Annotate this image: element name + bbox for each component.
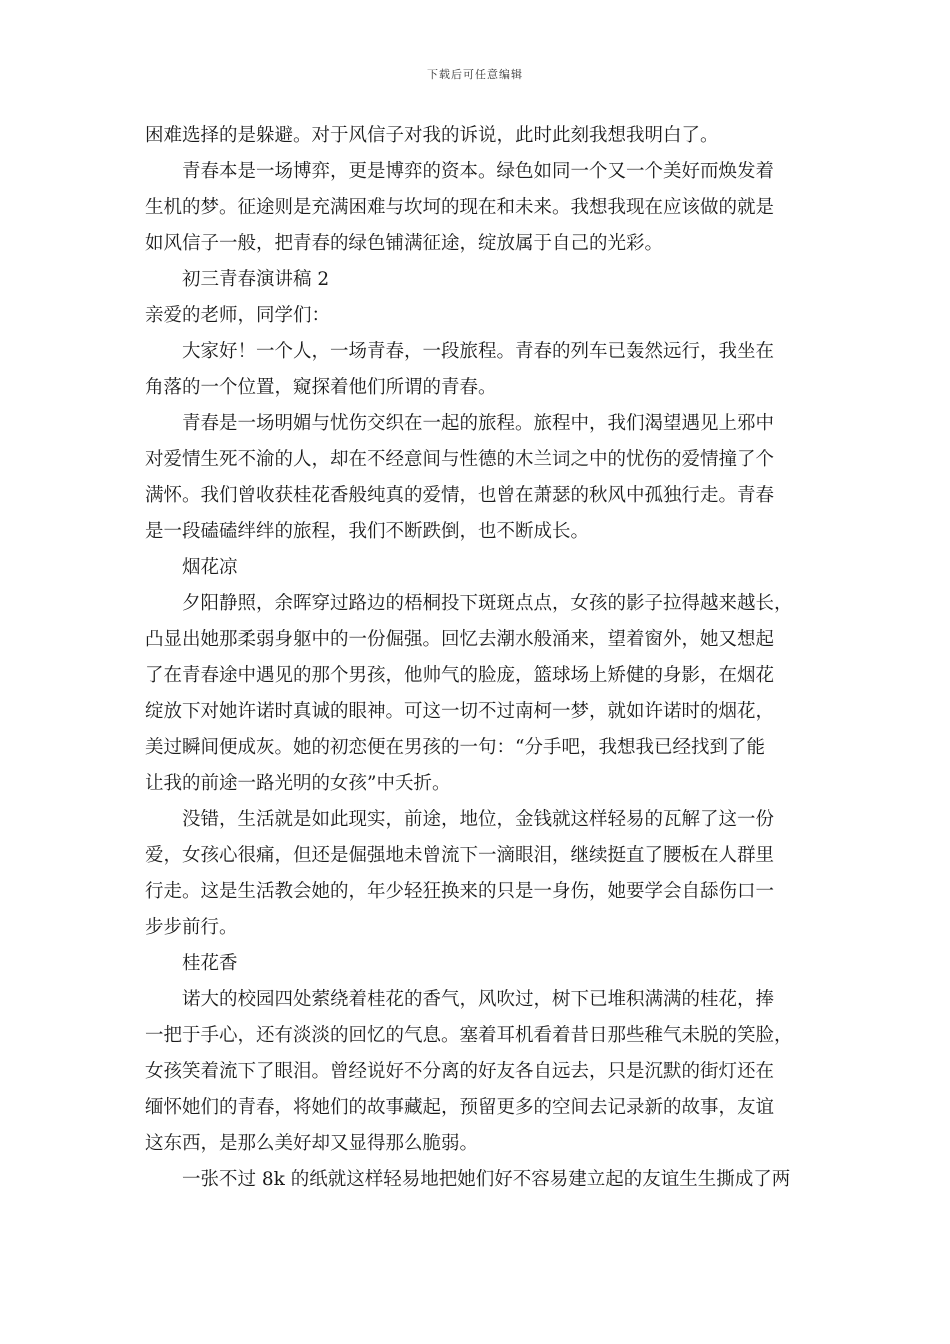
text-line: 烟花凉 xyxy=(182,557,238,578)
text-line: 诺大的校园四处萦绕着桂花的香气，风吹过，树下已堆积满满的桂花，捧 xyxy=(182,989,775,1010)
text-line: 缅怀她们的青春，将她们的故事藏起，预留更多的空间去记录新的故事，友谊 xyxy=(145,1097,775,1118)
text-line: 对爱情生死不渝的人，却在不经意间与性德的木兰词之中的忧伤的爱情撞了个 xyxy=(145,449,775,470)
text-line: 绽放下对她许诺时真诚的眼神。可这一切不过南柯一梦，就如许诺时的烟花， xyxy=(145,701,775,722)
text-line: 一张不过 8k 的纸就这样轻易地把她们好不容易建立起的友谊生生撕成了两 xyxy=(182,1169,791,1190)
text-line: 凸显出她那柔弱身躯中的一份倔强。回忆去潮水般涌来，望着窗外，她又想起 xyxy=(145,629,775,650)
text-line: 让我的前途一路光明的女孩”中夭折。 xyxy=(145,773,451,794)
text-line: 一把于手心，还有淡淡的回忆的气息。塞着耳机看着昔日那些稚气未脱的笑脸， xyxy=(145,1025,793,1046)
page-header: 下载后可任意编辑 xyxy=(427,68,523,81)
document-body xyxy=(145,118,810,1198)
text-line: 困难选择的是躲避。对于风信子对我的诉说，此时此刻我想我明白了。 xyxy=(145,125,719,146)
text-line: 爱，女孩心很痛，但还是倔强地未曾流下一滴眼泪，继续挺直了腰板在人群里 xyxy=(145,845,775,866)
text-line: 亲爱的老师，同学们： xyxy=(145,305,331,326)
text-line: 如风信子一般，把青春的绿色铺满征途，绽放属于自己的光彩。 xyxy=(145,233,664,254)
text-line: 这东西，是那么美好却又显得那么脆弱。 xyxy=(145,1133,479,1154)
text-line: 青春是一场明媚与忧伤交织在一起的旅程。旅程中，我们渴望遇见上邪中 xyxy=(182,413,775,434)
text-line: 满怀。我们曾收获桂花香般纯真的爱情，也曾在萧瑟的秋风中孤独行走。青春 xyxy=(145,485,775,506)
text-line: 美过瞬间便成灰。她的初恋便在男孩的一句：“分手吧，我想我已经找到了能 xyxy=(145,737,765,758)
text-line: 青春本是一场博弈，更是博弈的资本。绿色如同一个又一个美好而焕发着 xyxy=(182,161,775,182)
text-line: 初三青春演讲稿 2 xyxy=(182,269,330,290)
text-line: 了在青春途中遇见的那个男孩，他帅气的脸庞，篮球场上矫健的身影，在烟花 xyxy=(145,665,775,686)
text-line: 角落的一个位置，窥探着他们所谓的青春。 xyxy=(145,377,497,398)
text-line: 行走。这是生活教会她的，年少轻狂换来的只是一身伤，她要学会自舔伤口一 xyxy=(145,881,775,902)
text-line: 生机的梦。征途则是充满困难与坎坷的现在和未来。我想我现在应该做的就是 xyxy=(145,197,775,218)
text-line: 桂花香 xyxy=(182,953,238,974)
text-line: 女孩笑着流下了眼泪。曾经说好不分离的好友各自远去，只是沉默的街灯还在 xyxy=(145,1061,775,1082)
text-line: 是一段磕磕绊绊的旅程，我们不断跌倒，也不断成长。 xyxy=(145,521,590,542)
text-line: 夕阳静照，余晖穿过路边的梧桐投下斑斑点点，女孩的影子拉得越来越长， xyxy=(182,593,793,614)
text-line: 步步前行。 xyxy=(145,917,238,938)
text-line: 没错，生活就是如此现实，前途，地位，金钱就这样轻易的瓦解了这一份 xyxy=(182,809,775,830)
text-line: 大家好！一个人，一场青春，一段旅程。青春的列车已轰然远行，我坐在 xyxy=(182,341,775,362)
